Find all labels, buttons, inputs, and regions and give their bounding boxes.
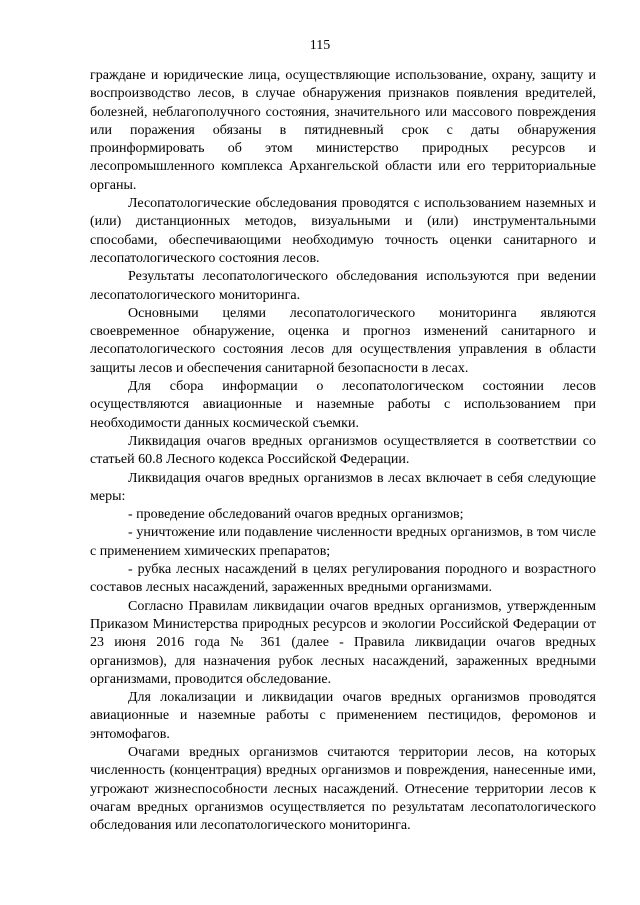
document-body: [90, 67, 596, 835]
list-item: - рубка лесных насаждений в целях регулирования породного и возрастного составов лесных насаждений, зараженных вредными организмами.: [90, 562, 596, 596]
paragraph: Очагами вредных организмов считаются территории лесов, на которых численность (концентрация) вредных организмов и повреждения, нанесенные ими, угрожают жизнеспособности лесных насаждений. Отнесение территории лесов к очагам вредных организмов осуществляется по результатам лесопатологического обследования или лесопатологического мониторинга.: [90, 744, 596, 834]
paragraph: Ликвидация очагов вредных организмов осуществляется в соответствии со статьей 60.8 Лесного кодекса Российской Федерации.: [90, 433, 596, 468]
paragraph-continuation: граждане и юридические лица, осуществляющие использование, охрану, защиту и воспроизводство лесов, в случае обнаружения признаков появления вредителей, болезней, неблагополучного состояния, значительного или массового повреждения или поражения обязаны в пятидневный срок с даты обнаружения проинформировать об этом министерство природных ресурсов и лесопромышленного комплекса Архангельской области или его территориальные органы.: [90, 68, 596, 193]
paragraph: Ликвидация очагов вредных организмов в лесах включает в себя следующие меры:: [90, 470, 596, 504]
paragraph: Для локализации и ликвидации очагов вредных организмов проводятся авиационные и наземные работы с применением пестицидов, феромонов и энтомофагов.: [90, 690, 596, 742]
paragraph: Для сбора информации о лесопатологическом состоянии лесов осуществляются авиационные и наземные работы с использованием при необходимости данных космической съемки.: [90, 379, 596, 431]
list-item: - проведение обследований очагов вредных организмов;: [128, 507, 464, 523]
paragraph: Основными целями лесопатологического мониторинга являются своевременное обнаружение, оценка и прогноз изменений санитарного и лесопатологического состояния лесов для осуществления управления в области защиты лесов и обеспечения санитарной безопасности в лесах.: [90, 305, 596, 376]
page-number: 115: [309, 38, 331, 53]
list-item: - уничтожение или подавление численности вредных организмов, в том числе с применением химических препаратов;: [90, 525, 596, 559]
paragraph: Результаты лесопатологического обследования используются при ведении лесопатологического мониторинга.: [90, 269, 596, 303]
paragraph: Лесопатологические обследования проводятся с использованием наземных и (или) дистанционных методов, визуальными и (или) инструментальными способами, обеспечивающими необходимую точность оценки санитарного и лесопатологического состояния лесов.: [90, 196, 596, 266]
paragraph: Согласно Правилам ликвидации очагов вредных организмов, утвержденным Приказом Министерства природных ресурсов и экологии Российской Федерации от 23 июня 2016 года № 361 (далее - Правила ликвидации очагов вредных организмов), для назначения рубок лесных насаждений, зараженных вредными организмами, проводится обследование.: [90, 598, 596, 687]
